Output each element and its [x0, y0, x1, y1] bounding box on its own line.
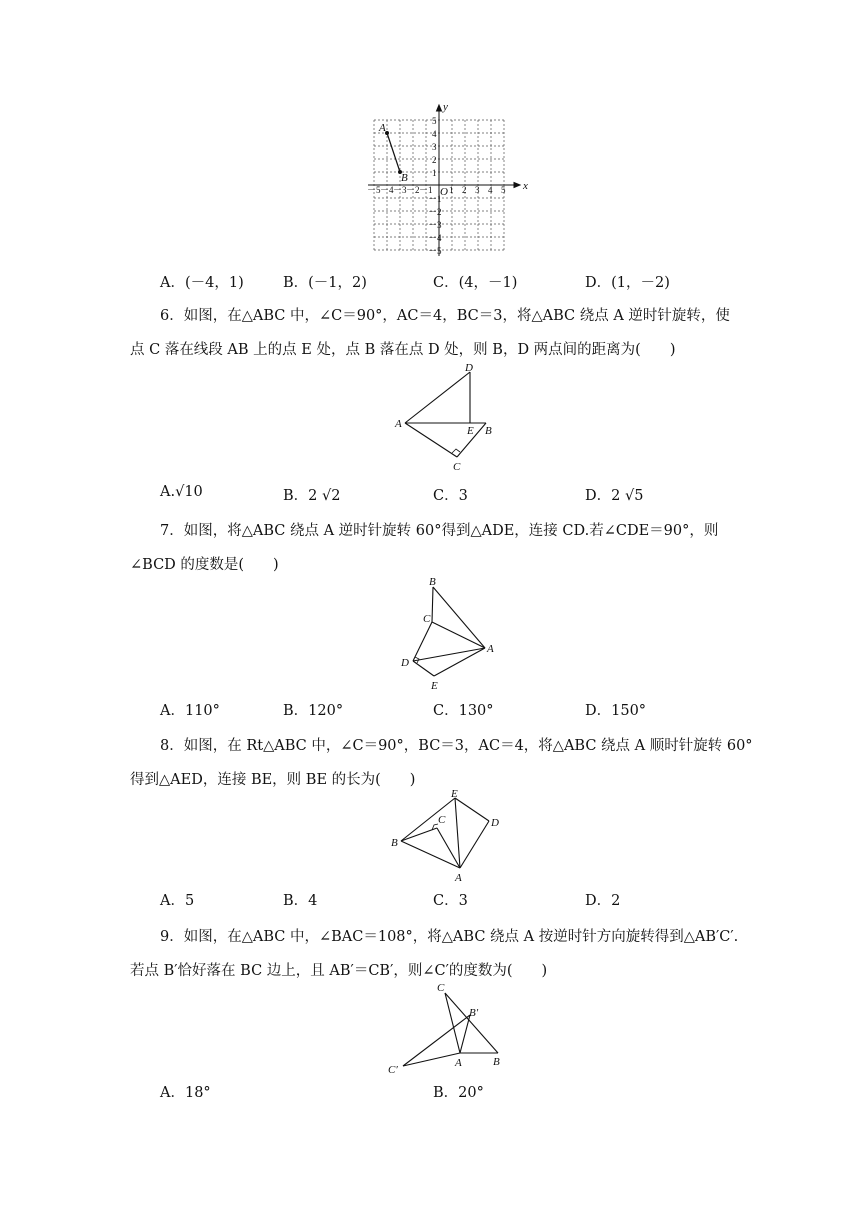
x-axis-label: x	[523, 180, 528, 192]
y-tick: 4	[432, 129, 437, 139]
q7-label-a: A	[487, 643, 494, 655]
q7-stem-line2: ∠BCD 的度数是( )	[130, 557, 279, 573]
q8-label-e: E	[451, 788, 458, 800]
q7-label-e: E	[431, 680, 438, 692]
q8-option-a[interactable]: A．5	[160, 893, 195, 909]
x-tick: 4	[488, 185, 493, 195]
q6-option-b[interactable]: B．2 √2	[283, 488, 341, 504]
y-axis-label: y	[443, 101, 448, 113]
q6-stem-line2: 点 C 落在线段 AB 上的点 E 处，点 B 落在点 D 处，则 B，D 两点间的距离为( )	[130, 342, 676, 358]
y-tick: 1	[432, 168, 437, 178]
q9-label-b-prime: B′	[469, 1007, 479, 1019]
q6-option-d[interactable]: D．2 √5	[585, 488, 644, 504]
x-tick: 1	[449, 185, 454, 195]
q7-option-a[interactable]: A．110°	[160, 703, 220, 719]
origin-label: O	[440, 186, 448, 198]
q7-option-c[interactable]: C．130°	[433, 703, 494, 719]
x-tick: －4	[380, 185, 394, 195]
q7-label-d: D	[401, 657, 409, 669]
q9-label-c-prime: C′	[388, 1064, 398, 1076]
q7-option-d[interactable]: D．150°	[585, 703, 647, 719]
y-tick: －3	[428, 220, 442, 230]
q7-option-b[interactable]: B．120°	[283, 703, 344, 719]
x-tick: 2	[462, 185, 467, 195]
q6-label-a: A	[395, 418, 402, 430]
q5-option-c[interactable]: C．(4，－1)	[433, 275, 518, 291]
y-tick: 3	[432, 142, 437, 152]
q9-label-b: B	[493, 1056, 500, 1068]
q8-diagram	[385, 785, 515, 885]
q8-option-b[interactable]: B．4	[283, 893, 318, 909]
q6-label-c: C	[453, 461, 461, 473]
y-tick: －2	[428, 207, 442, 217]
x-tick: 3	[475, 185, 480, 195]
q9-label-c: C	[437, 982, 445, 994]
q6-label-b: B	[485, 425, 492, 437]
point-b-label: B	[401, 172, 408, 184]
q9-option-a[interactable]: A．18°	[160, 1085, 211, 1101]
x-tick: －2	[406, 185, 420, 195]
q5-coordinate-grid	[360, 100, 530, 260]
q9-label-a: A	[455, 1057, 462, 1069]
y-tick: －5	[428, 246, 442, 256]
y-tick: 5	[432, 116, 437, 126]
q6-option-a[interactable]: A.√10	[160, 484, 203, 500]
q9-stem-line2: 若点 B′恰好落在 BC 边上，且 AB′＝CB′，则∠C′的度数为( )	[130, 963, 548, 979]
q8-option-c[interactable]: C．3	[433, 893, 468, 909]
q5-option-d[interactable]: D．(1，－2)	[585, 275, 670, 291]
x-tick: －5	[367, 185, 381, 195]
q9-option-b[interactable]: B．20°	[433, 1085, 484, 1101]
q7-label-b: B	[429, 576, 436, 588]
q7-stem-line1: 7．如图，将△ABC 绕点 A 逆时针旋转 60°得到△ADE，连接 CD.若∠CDE＝90°，则	[160, 523, 719, 539]
q6-diagram	[390, 360, 510, 480]
q8-option-d[interactable]: D．2	[585, 893, 621, 909]
x-tick: －1	[419, 185, 433, 195]
q9-diagram	[385, 978, 515, 1078]
x-tick: 5	[501, 185, 506, 195]
q9-stem-line1: 9．如图，在△ABC 中，∠BAC＝108°，将△ABC 绕点 A 按逆时针方向旋转得到△AB′C′.	[160, 929, 739, 945]
q5-option-a[interactable]: A．(－4，1)	[160, 275, 244, 291]
y-tick: 2	[432, 155, 437, 165]
q6-label-e: E	[467, 425, 474, 437]
q5-option-b[interactable]: B．(－1，2)	[283, 275, 367, 291]
x-tick: －3	[393, 185, 407, 195]
q7-label-c: C	[423, 613, 431, 625]
q8-label-d: D	[491, 817, 499, 829]
q6-label-d: D	[465, 362, 473, 374]
q7-diagram	[390, 572, 510, 697]
q6-stem-line1: 6．如图，在△ABC 中，∠C＝90°，AC＝4，BC＝3，将△ABC 绕点 A 逆时针旋转，使	[160, 308, 730, 324]
y-tick: －1	[428, 194, 442, 204]
q8-label-a: A	[455, 872, 462, 884]
q8-stem-line1: 8．如图，在 Rt△ABC 中，∠C＝90°，BC＝3，AC＝4，将△ABC 绕点 A 顺时针旋转 60°	[160, 738, 753, 754]
q8-label-c: C	[438, 814, 446, 826]
q8-label-b: B	[391, 837, 398, 849]
point-a-label: A	[379, 122, 386, 134]
q8-stem-line2: 得到△AED，连接 BE，则 BE 的长为( )	[130, 772, 416, 788]
y-tick: －4	[428, 233, 442, 243]
q6-option-c[interactable]: C．3	[433, 488, 468, 504]
